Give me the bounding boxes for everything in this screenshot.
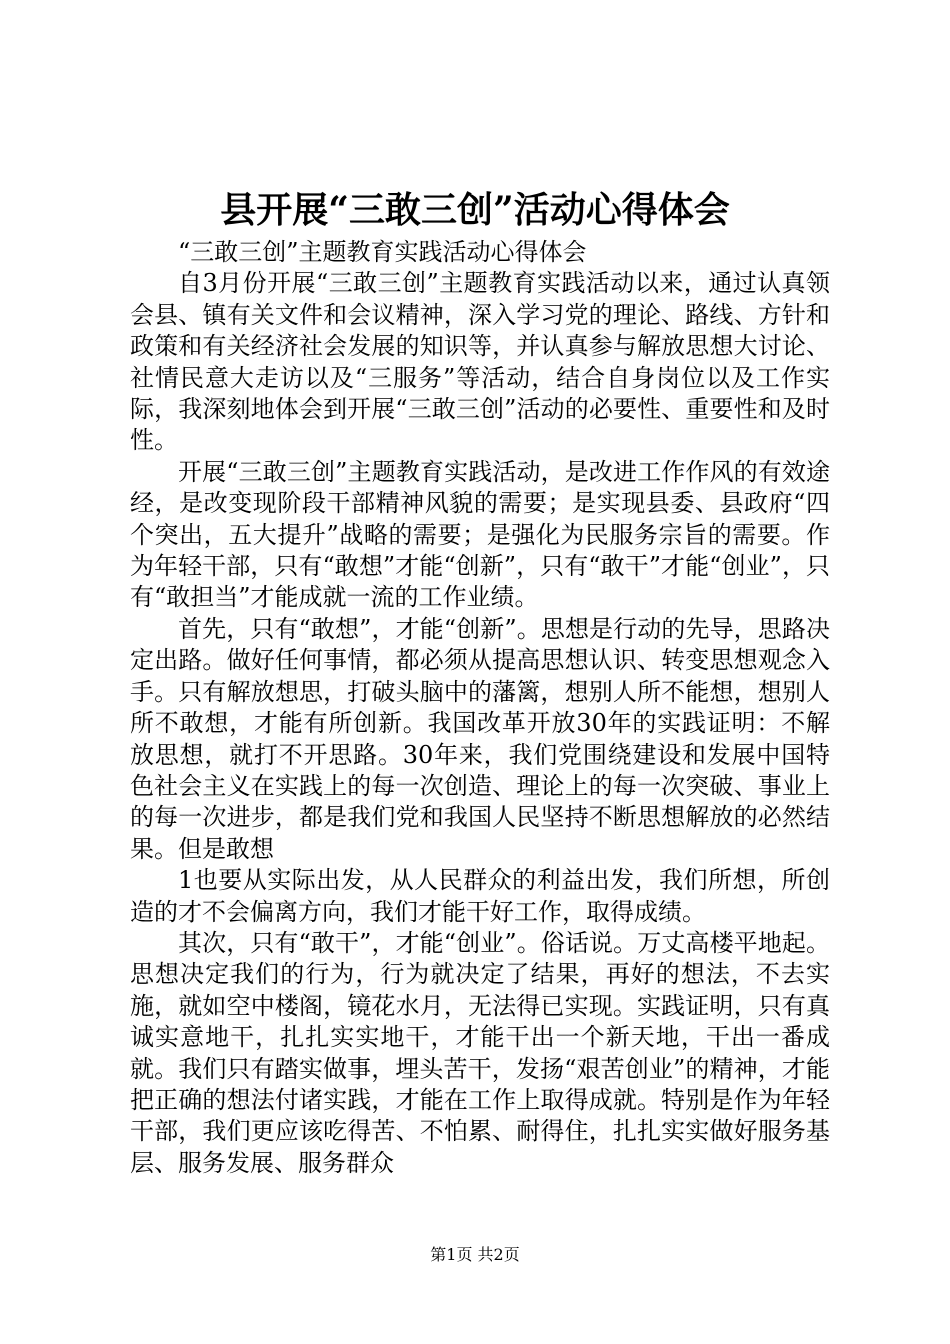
document-body [130,237,830,1179]
paragraph-first-point: 首先，只有“敢想”，才能“创新”。思想是行动的先导，思路决定出路。做好任何事情，都必须从提高思想认识、转变思想观念入手。只有解放想思，打破头脑中的藩篱，想别人所不能想，想别人所不敢想，才能有所创新。我国改革开放30年的实践证明：不解放思想，就打不开思路。30年来，我们党围绕建设和发展中国特色社会主义在实践上的每一次创造、理论上的每一次突破、事业上的每一次进步，都是我们党和我国人民坚持不断思想解放的必然结果。但是敢想 [130,614,830,863]
paragraph-significance: 开展“三敢三创”主题教育实践活动，是改进工作作风的有效途经，是改变现阶段干部精神风貌的需要；是实现县委、县政府“四个突出，五大提升”战略的需要；是强化为民服务宗旨的需要。作为年轻干部，只有“敢想”才能“创新”，只有“敢干”才能“创业”，只有“敢担当”才能成就一流的工作业绩。 [130,457,830,612]
paragraph-subtitle: “三敢三创”主题教育实践活动心得体会 [178,238,587,266]
page-number-footer: 第1页 共2页 [430,1245,520,1264]
paragraph-second-point: 其次，只有“敢干”，才能“创业”。俗话说。万丈高楼平地起。思想决定我们的行为，行为就决定了结果，再好的想法，不去实施，就如空中楼阁，镜花水月，无法得已实现。实践证明，只有真诚实意地干，扎扎实实地干，才能干出一个新天地，干出一番成就。我们只有踏实做事，埋头苦干，发扬“艰苦创业”的精神，才能把正确的想法付诸实践，才能在工作上取得成就。特别是作为年轻干部，我们更应该吃得苦、不怕累、耐得住，扎扎实实做好服务基层、服务发展、服务群众 [130,928,830,1177]
document-title: 县开展“三敢三创”活动心得体会 [220,189,730,231]
paragraph-continuation: 1也要从实际出发，从人民群众的利益出发，我们所想，所创造的才不会偏离方向，我们才能干好工作，取得成绩。 [130,866,830,926]
paragraph-intro: 自3月份开展“三敢三创”主题教育实践活动以来，通过认真领会县、镇有关文件和会议精神，深入学习党的理论、路线、方针和政策和有关经济社会发展的知识等，并认真参与解放思想大讨论、社情民意大走访以及“三服务”等活动，结合自身岗位以及工作实际，我深刻地体会到开展“三敢三创”活动的必要性、重要性和及时性。 [130,269,830,455]
